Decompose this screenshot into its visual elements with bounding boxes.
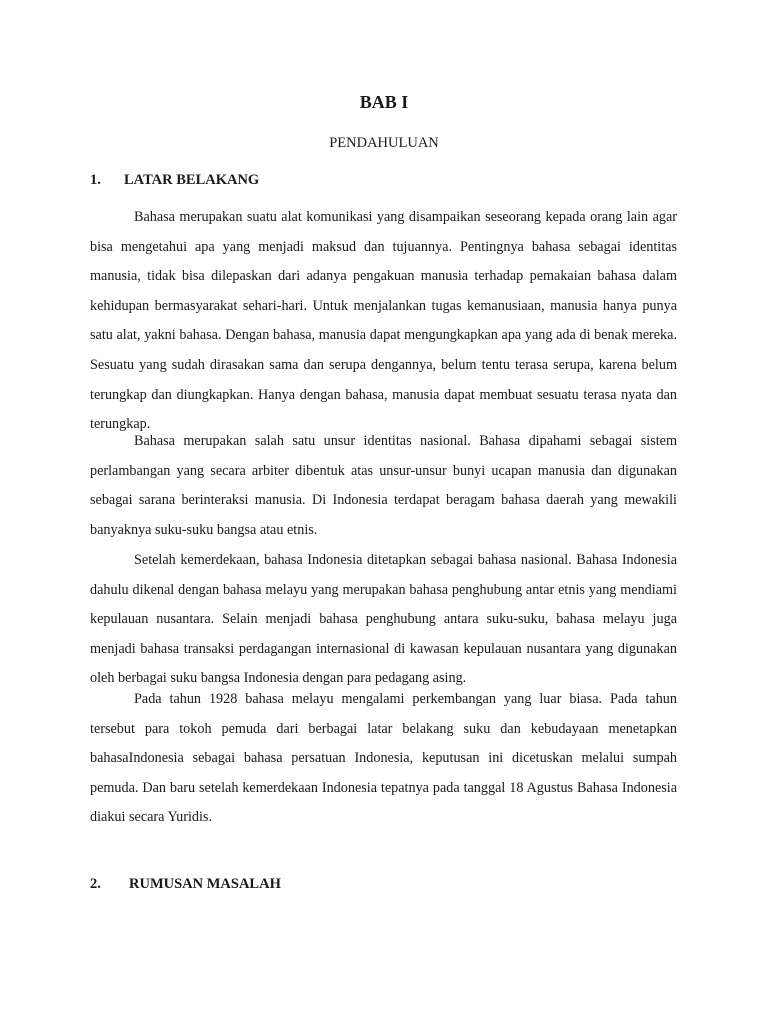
section-number: 2. — [90, 876, 101, 892]
section-number: 1. — [90, 172, 101, 188]
chapter-title: BAB I — [359, 92, 409, 112]
section-heading-latar-belakang — [90, 172, 259, 189]
paragraph: Pada tahun 1928 bahasa melayu mengalami perkembangan yang luar biasa. Pada tahun tersebut para tokoh pemuda dari berbagai latar belakang suku dan kebudayaan menetapkan bahasaIndonesia sebagai bahasa persatuan Indonesia, keputusan ini dicetuskan melalui sumpah pemuda. Dan baru setelah kemerdekaan Indonesia tepatnya pada tanggal 18 Agustus Bahasa Indonesia diakui secara Yuridis. — [90, 691, 677, 826]
paragraph: Bahasa merupakan salah satu unsur identitas nasional. Bahasa dipahami sebagai sistem perlambangan yang secara arbiter dibentuk atas unsur-unsur bunyi ucapan manusia dan digunakan sebagai sarana berinteraksi manusia. Di Indonesia terdapat beragam bahasa daerah yang mewakili banyaknya suku-suku bangsa atau etnis. — [90, 433, 677, 538]
section-title: LATAR BELAKANG — [124, 172, 260, 188]
section-heading-rumusan-masalah — [90, 876, 281, 893]
chapter-subtitle: PENDAHULUAN — [329, 135, 439, 151]
paragraph: Bahasa merupakan suatu alat komunikasi yang disampaikan seseorang kepada orang lain agar bisa mengetahui apa yang menjadi maksud dan tujuannya. Pentingnya bahasa sebagai identitas manusia, tidak bisa dilepaskan dari adanya pengakuan manusia terhadap pemakaian bahasa dalam kehidupan bermasyarakat sehari-hari. Untuk menjalankan tugas kemanusiaan, manusia hanya punya satu alat, yakni bahasa. Dengan bahasa, manusia dapat mengungkapkan apa yang ada di benak mereka. Sesuatu yang sudah dirasakan sama dan serupa dengannya, belum tentu terasa serupa, karena belum terungkap dan diungkapkan. Hanya dengan bahasa, manusia dapat membuat sesuatu terasa nyata dan terungkap. — [90, 209, 677, 433]
section-title: RUMUSAN MASALAH — [129, 876, 281, 892]
paragraph: Setelah kemerdekaan, bahasa Indonesia ditetapkan sebagai bahasa nasional. Bahasa Indonesia dahulu dikenal dengan bahasa melayu yang merupakan bahasa penghubung antar etnis yang mendiami kepulauan nusantara. Selain menjadi bahasa penghubung antara suku-suku, bahasa melayu juga menjadi bahasa transaksi perdagangan internasional di kawasan kepulauan nusantara yang digunakan oleh berbagai suku bangsa Indonesia dengan para pedagang asing. — [90, 552, 677, 687]
